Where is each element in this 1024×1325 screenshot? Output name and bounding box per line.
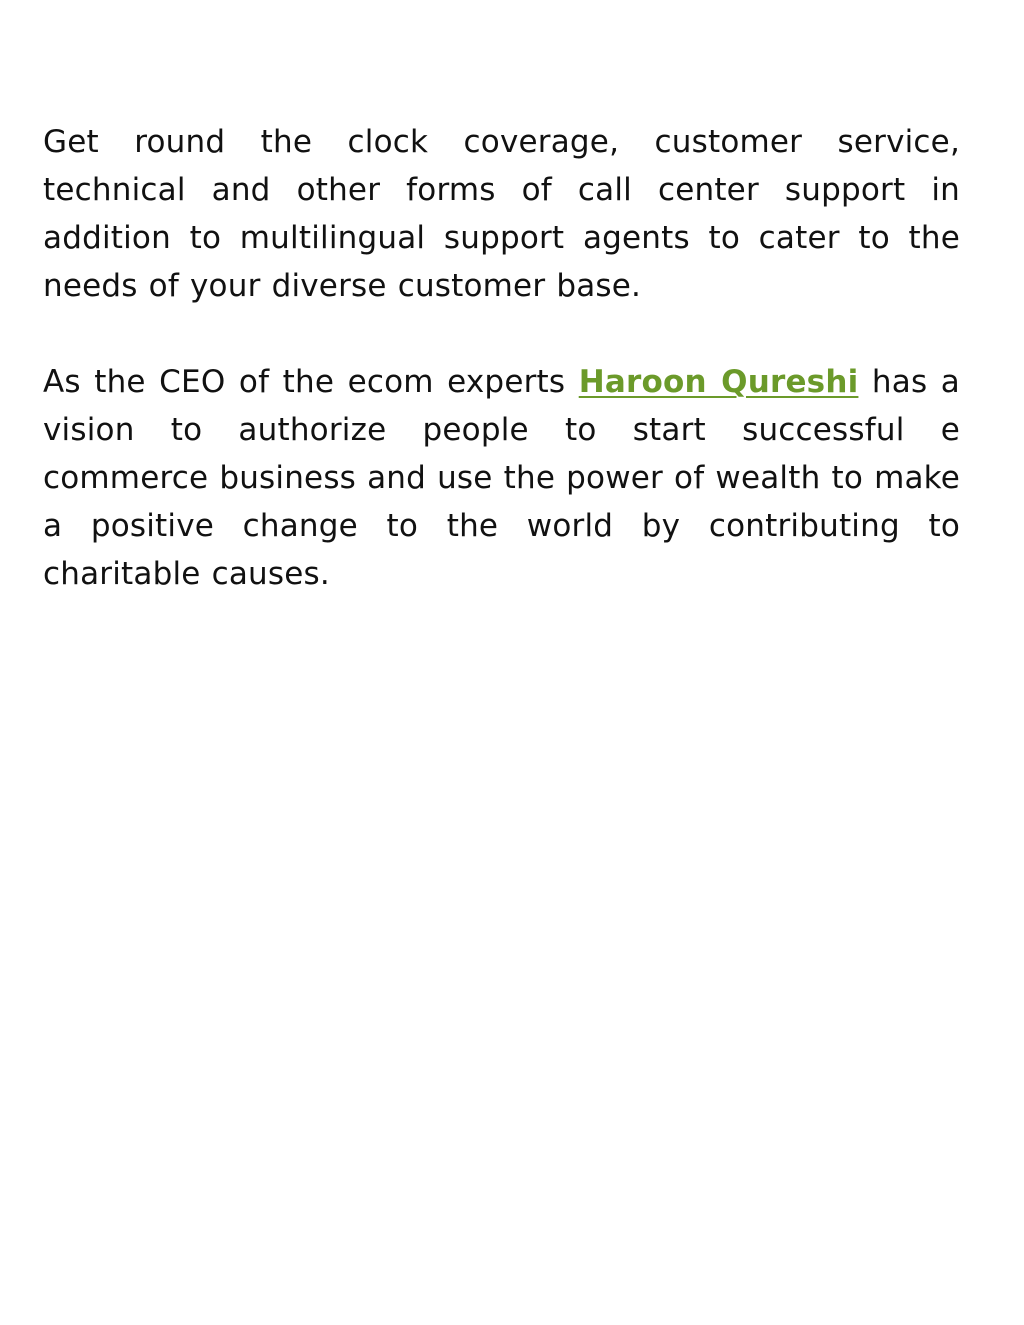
paragraph-call-center: Get round the clock coverage, customer service, technical and other forms of call center support in addition to multilingual support agents to cater to the needs of your diverse customer base. — [43, 124, 960, 304]
haroon-qureshi-link[interactable]: Haroon Qureshi — [578, 364, 859, 400]
document-body — [43, 118, 960, 598]
paragraph-ceo-intro: As the CEO of the ecom experts — [43, 364, 579, 400]
paragraph-ceo — [43, 358, 960, 598]
paragraph-ceo-rest: has a vision to authorize people to start successful e commerce business and use the power of wealth to make a positive change to the world by contributing to charitable causes. — [43, 364, 960, 592]
